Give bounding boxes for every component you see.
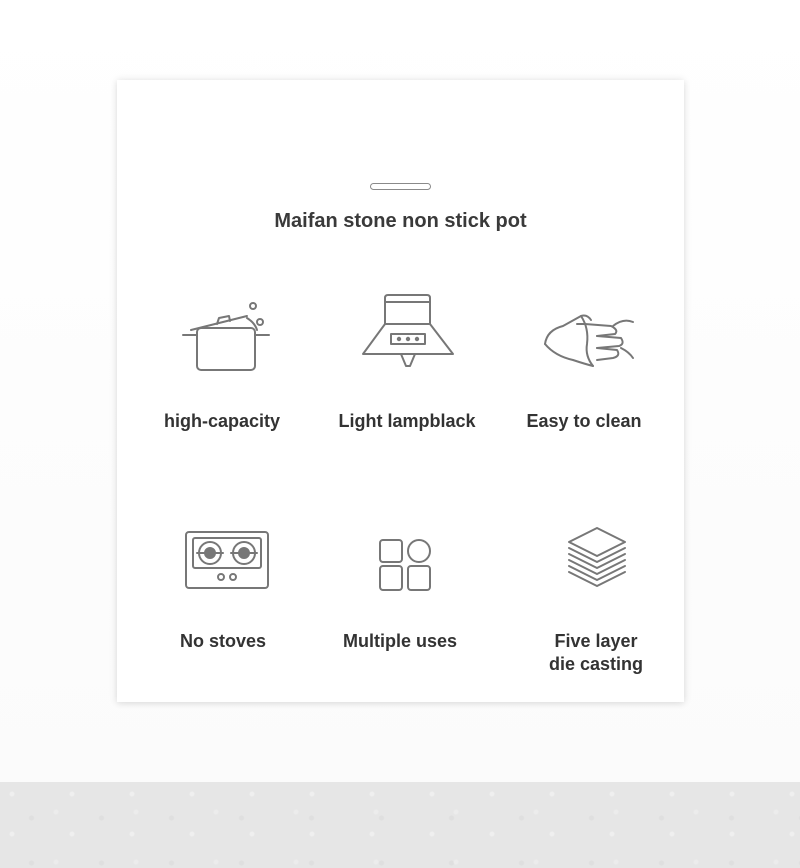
card-title: Maifan stone non stick pot [274, 210, 527, 232]
feature-label-light-lampblack: Light lampblack [338, 411, 476, 431]
feature-label-no-stoves: No stoves [179, 631, 267, 651]
feature-label-easy-to-clean: Easy to clean [526, 411, 642, 431]
range-hood-icon [357, 290, 457, 380]
title-decoration-bar [370, 183, 431, 190]
feature-label-five-layer-die-casting [496, 630, 696, 676]
feature-card [117, 80, 684, 702]
bottom-texture-band [0, 782, 800, 868]
feature-label-multiple-uses: Multiple uses [342, 631, 458, 651]
feature-label-high-capacity: high-capacity [163, 411, 281, 431]
hand-wipe-icon [541, 290, 641, 380]
gas-stove-icon [177, 518, 277, 608]
feature-label-line-1: Five layer [554, 631, 638, 651]
feature-label-line-2: die casting [548, 654, 644, 674]
grid-shapes-icon [355, 518, 455, 608]
pot-icon [173, 290, 273, 380]
layers-icon [547, 518, 647, 608]
